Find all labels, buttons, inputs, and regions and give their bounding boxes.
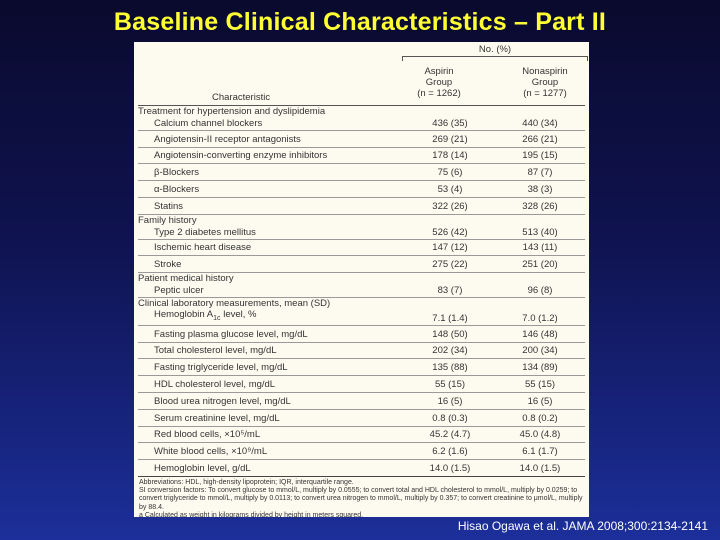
row-label: Ischemic heart disease [138,239,405,256]
header-rule [402,56,588,57]
table-row [138,426,585,443]
row-label: Stroke [138,256,405,273]
table-row [138,256,585,273]
aspirin-value: 269 (21) [405,130,495,147]
row-label: Serum creatinine level, mg/dL [138,409,405,426]
nonaspirin-value: 143 (11) [495,239,585,256]
table-row [138,376,585,393]
section-title: Treatment for hypertension and dyslipidemia [138,106,326,117]
table-row [138,443,585,460]
table-row [138,181,585,198]
note-abbreviations: Abbreviations: HDL, high-density lipoprotein; IQR, interquartile range. [139,479,354,487]
table-row [138,197,585,214]
nonaspirin-value: 0.8 (0.2) [495,409,585,426]
nonaspirin-value: 7.0 (1.2) [495,309,585,325]
aspirin-value: 147 (12) [405,239,495,256]
row-label: β-Blockers [138,164,405,181]
nonaspirin-value: 45.0 (4.8) [495,426,585,443]
aspirin-value: 436 (35) [405,117,495,130]
nonaspirin-value: 328 (26) [495,197,585,214]
nonaspirin-value: 134 (89) [495,359,585,376]
row-label: HDL cholesterol level, mg/dL [138,376,405,393]
nonaspirin-value: 440 (34) [495,117,585,130]
nonaspirin-value: 513 (40) [495,226,585,239]
table-row [138,117,585,130]
row-label: Fasting triglyceride level, mg/dL [138,359,405,376]
note-calculation: a Calculated as weight in kilograms divided by height in meters squared. [139,511,364,519]
aspirin-value: 16 (5) [405,393,495,410]
nonaspirin-value: 96 (8) [495,284,585,297]
characteristic-header: Characteristic [212,92,271,103]
nonaspirin-value: 251 (20) [495,256,585,273]
aspirin-header-line: (n = 1262) [417,88,461,99]
table-row [138,325,585,342]
aspirin-value: 75 (6) [405,164,495,181]
row-label: Peptic ulcer [138,284,405,297]
table-row [138,147,585,164]
nonaspirin-header-line: (n = 1277) [523,88,567,99]
table-row [138,409,585,426]
row-label: Type 2 diabetes mellitus [138,226,405,239]
section-header [138,214,585,226]
aspirin-header-line: Aspirin [424,66,454,77]
table-row [138,342,585,359]
no-pct-header: No. (%) [478,44,512,55]
row-label: α-Blockers [138,181,405,198]
nonaspirin-value: 38 (3) [495,181,585,198]
aspirin-value: 7.1 (1.4) [405,309,495,325]
row-label: Blood urea nitrogen level, mg/dL [138,393,405,410]
aspirin-group-header [394,66,484,99]
characteristics-table [134,42,589,517]
section-title: Clinical laboratory measurements, mean (SD) [138,297,331,309]
aspirin-value: 526 (42) [405,226,495,239]
nonaspirin-value: 195 (15) [495,147,585,164]
aspirin-value: 53 (4) [405,181,495,198]
table-row [138,239,585,256]
row-label: Calcium channel blockers [138,117,405,130]
aspirin-value: 178 (14) [405,147,495,164]
section-header [138,273,585,285]
table-row [138,226,585,239]
section-title: Family history [138,214,197,226]
citation: Hisao Ogawa et al. JAMA 2008;300:2134-2141 [457,519,708,533]
row-label: Total cholesterol level, mg/dL [138,342,405,359]
row-label: Angiotensin-converting enzyme inhibitors [138,147,405,164]
data-table [138,106,585,477]
aspirin-value: 202 (34) [405,342,495,359]
row-label: Angiotensin-II receptor antagonists [138,130,405,147]
nonaspirin-value: 14.0 (1.5) [495,460,585,477]
section-header [138,297,585,309]
nonaspirin-header-line: Group [531,77,559,88]
row-label: Hemoglobin $A_{1c}$ level, % [138,309,405,325]
aspirin-value: 45.2 (4.7) [405,426,495,443]
table-row [138,460,585,477]
table-row [138,284,585,297]
table-row [138,164,585,181]
aspirin-value: 148 (50) [405,325,495,342]
aspirin-header-line: Group [425,77,453,88]
table-row [138,130,585,147]
row-label: Hemoglobin level, g/dL [138,460,405,477]
aspirin-value: 14.0 (1.5) [405,460,495,477]
nonaspirin-value: 146 (48) [495,325,585,342]
table-row [138,393,585,410]
aspirin-value: 135 (88) [405,359,495,376]
row-label: Red blood cells, ×10⁵/mL [138,426,405,443]
aspirin-value: 6.2 (1.6) [405,443,495,460]
aspirin-value: 0.8 (0.3) [405,409,495,426]
aspirin-value: 83 (7) [405,284,495,297]
row-label: Statins [138,197,405,214]
table-row [138,309,585,325]
aspirin-value: 322 (26) [405,197,495,214]
table-row [138,359,585,376]
nonaspirin-value: 200 (34) [495,342,585,359]
nonaspirin-group-header [500,66,590,99]
table-header [138,42,585,106]
slide-title: Baseline Clinical Characteristics – Part II [113,8,607,36]
section-header [138,106,585,117]
note-si-conversion: SI conversion factors: To convert glucose to mmol/L, multiply by 0.0555; to convert total and HDL cholesterol to mmol/L, multiply by 0.0259; to convert triglyceride to mmol/L, multiply by 0.0113; to convert urea nitrogen to mmol/L, multiply by 0.357; to convert creatinine to μmol/L, multiply by 88.4. [139,487,583,511]
aspirin-value: 55 (15) [405,376,495,393]
nonaspirin-value: 266 (21) [495,130,585,147]
row-label: White blood cells, ×10⁹/mL [138,443,405,460]
nonaspirin-value: 55 (15) [495,376,585,393]
section-title: Patient medical history [138,273,234,285]
row-label: Fasting plasma glucose level, mg/dL [138,325,405,342]
table-notes [138,477,585,520]
nonaspirin-value: 87 (7) [495,164,585,181]
aspirin-value: 275 (22) [405,256,495,273]
nonaspirin-header-line: Nonaspirin [522,66,568,77]
nonaspirin-value: 6.1 (1.7) [495,443,585,460]
nonaspirin-value: 16 (5) [495,393,585,410]
